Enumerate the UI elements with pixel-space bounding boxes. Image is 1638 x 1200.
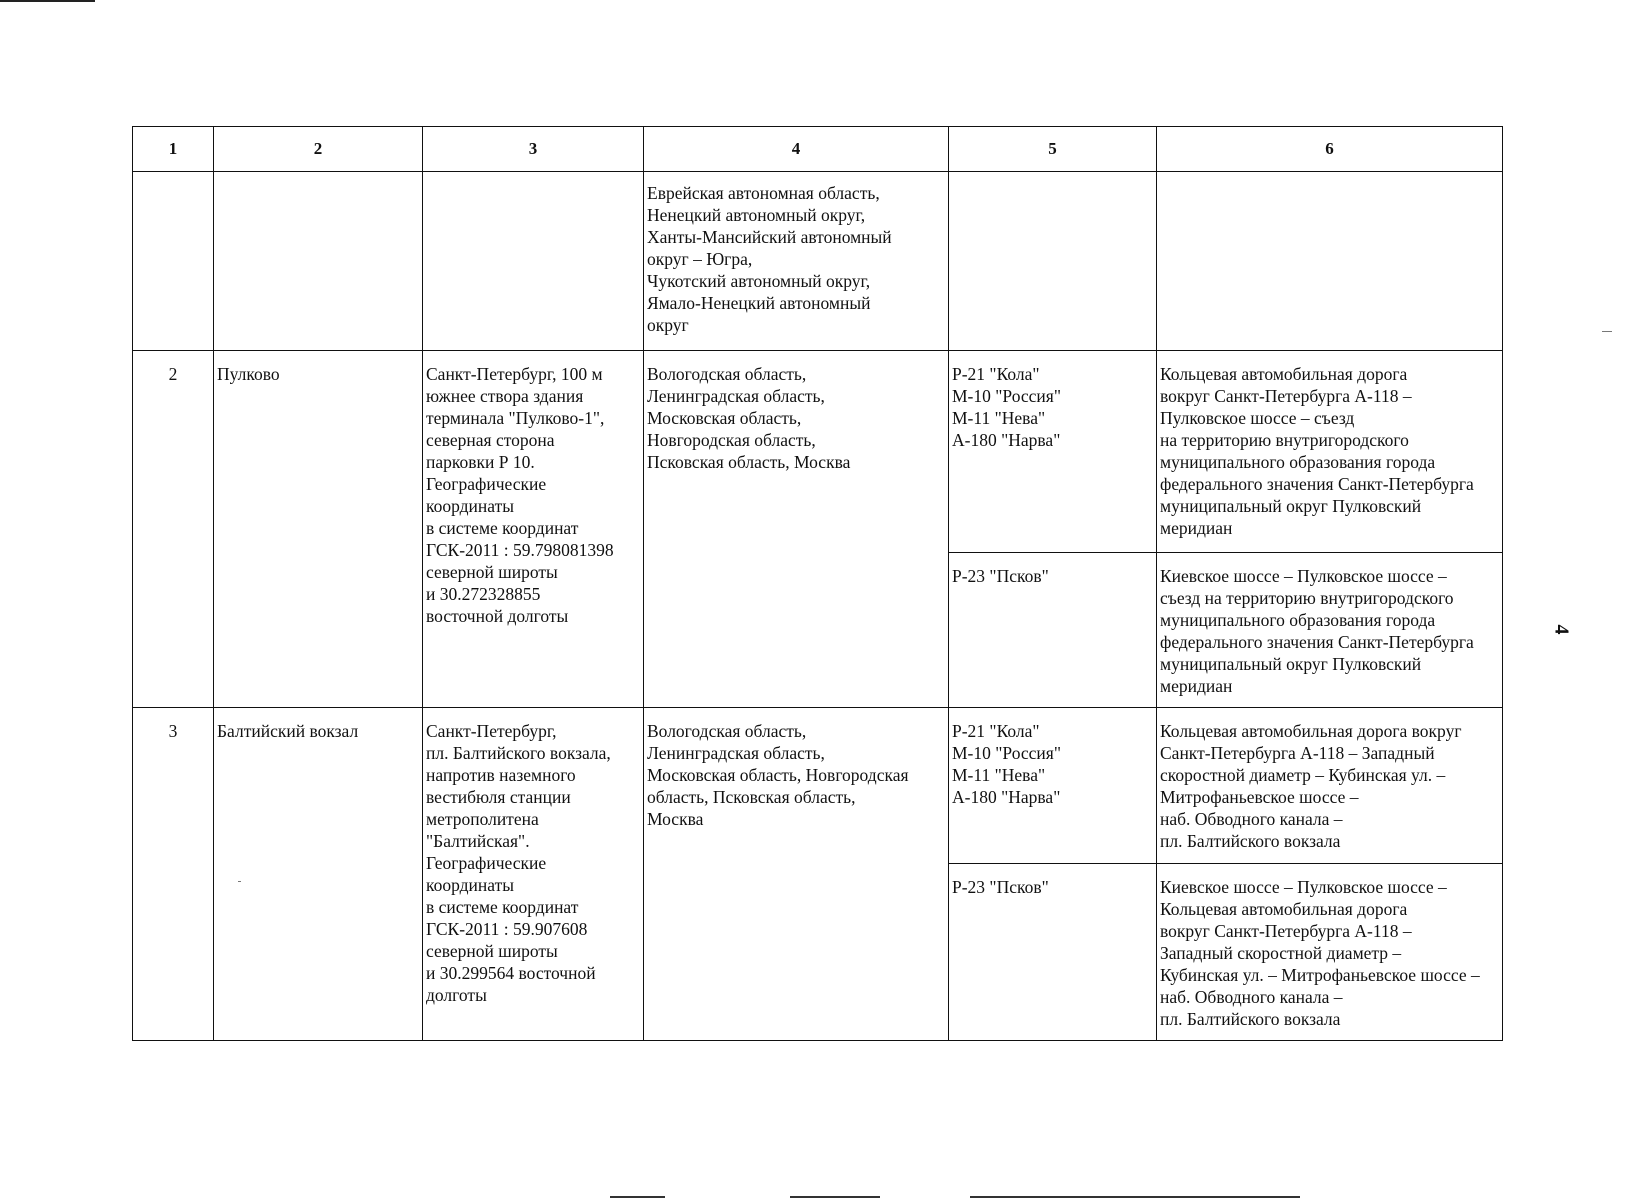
route-line: меридиан <box>1160 676 1233 696</box>
address-line: парковки Р 10. <box>426 452 535 472</box>
roads-cell <box>949 351 1157 553</box>
row-number: 2 <box>133 351 214 708</box>
regions-cell <box>644 351 949 708</box>
address-line: Географические <box>426 474 547 494</box>
column-header: 2 <box>214 127 423 172</box>
column-header: 5 <box>949 127 1157 172</box>
address-line: Географические <box>426 853 547 873</box>
road-line: М-10 "Россия" <box>952 386 1061 406</box>
top-rule <box>0 0 95 2</box>
table-row <box>133 351 1503 553</box>
route-line: на территорию внутригородского <box>1160 430 1409 450</box>
scan-artifacts <box>0 1196 1638 1200</box>
roads-cell <box>949 864 1157 1041</box>
address-line: напротив наземного <box>426 765 576 785</box>
route-line: Кольцевая автомобильная дорога <box>1160 364 1408 384</box>
region-line: Ханты-Мансийский автономный <box>647 227 892 247</box>
address-line: долготы <box>426 985 487 1005</box>
route-line: наб. Обводного канала – <box>1160 987 1343 1007</box>
region-line: Новгородская область, <box>647 430 816 450</box>
empty-cell <box>423 172 644 351</box>
route-cell <box>1157 351 1503 553</box>
route-cell <box>1157 708 1503 864</box>
road-line: Р-21 "Кола" <box>952 364 1040 384</box>
column-header: 3 <box>423 127 644 172</box>
scan-mark <box>790 1196 880 1198</box>
region-line: Еврейская автономная область, <box>647 183 880 203</box>
region-line: Московская область, Новгородская <box>647 765 909 785</box>
route-line: Кубинская ул. – Митрофаньевское шоссе – <box>1160 965 1480 985</box>
region-line: Псковская область, Москва <box>647 452 851 472</box>
address-line: южнее створа здания <box>426 386 584 406</box>
data-table <box>132 126 1503 1041</box>
region-line: Ямало-Ненецкий автономный <box>647 293 871 313</box>
road-line: Р-23 "Псков" <box>952 566 1049 586</box>
address-line: вестибюля станции <box>426 787 571 807</box>
road-line: Р-23 "Псков" <box>952 877 1049 897</box>
address-cell <box>423 351 644 708</box>
route-line: Пулковское шоссе – съезд <box>1160 408 1355 428</box>
address-line: северная сторона <box>426 430 555 450</box>
continuation-row <box>133 172 1503 351</box>
route-line: пл. Балтийского вокзала <box>1160 1009 1341 1029</box>
region-line: округ – Югра, <box>647 249 753 269</box>
road-line: М-10 "Россия" <box>952 743 1061 763</box>
address-cell <box>423 708 644 1041</box>
road-line: А-180 "Нарва" <box>952 430 1061 450</box>
route-cell <box>1157 864 1503 1041</box>
route-line: Кольцевая автомобильная дорога <box>1160 899 1408 919</box>
empty-cell <box>1157 172 1503 351</box>
road-line: Р-21 "Кола" <box>952 721 1040 741</box>
region-line: Чукотский автономный округ, <box>647 271 871 291</box>
route-line: федерального значения Санкт-Петербурга <box>1160 632 1474 652</box>
empty-cell <box>949 172 1157 351</box>
address-line: в системе координат <box>426 518 579 538</box>
address-line: пл. Балтийского вокзала, <box>426 743 611 763</box>
region-line: Ненецкий автономный округ, <box>647 205 866 225</box>
address-line: и 30.299564 восточной <box>426 963 596 983</box>
column-header: 4 <box>644 127 949 172</box>
regions-cell <box>644 708 949 1041</box>
header-row <box>133 127 1503 172</box>
address-line: терминала "Пулково-1", <box>426 408 605 428</box>
route-line: скоростной диаметр – Кубинская ул. – <box>1160 765 1446 785</box>
row-number: 3 <box>133 708 214 1041</box>
route-line: Митрофаньевское шоссе – <box>1160 787 1359 807</box>
address-line: северной широты <box>426 941 558 961</box>
region-line: Московская область, <box>647 408 802 428</box>
region-line: Москва <box>647 809 704 829</box>
address-line: в системе координат <box>426 897 579 917</box>
route-line: муниципальный округ Пулковский <box>1160 496 1422 516</box>
roads-cell <box>949 708 1157 864</box>
route-line: муниципальный округ Пулковский <box>1160 654 1422 674</box>
route-line: муниципального образования города <box>1160 610 1436 630</box>
route-line: вокруг Санкт-Петербурга А-118 – <box>1160 921 1412 941</box>
region-line: Вологодская область, <box>647 364 807 384</box>
stray-mark <box>1602 331 1612 332</box>
region-line: Вологодская область, <box>647 721 807 741</box>
roads-cell <box>949 553 1157 708</box>
address-line: и 30.272328855 <box>426 584 541 604</box>
station-name: Балтийский вокзал <box>214 708 423 1041</box>
route-line: федерального значения Санкт-Петербурга <box>1160 474 1474 494</box>
scan-mark <box>610 1196 665 1198</box>
route-line: Киевское шоссе – Пулковское шоссе – <box>1160 877 1447 897</box>
scan-mark <box>970 1196 1300 1198</box>
address-line: "Балтийская". <box>426 831 530 851</box>
column-header: 6 <box>1157 127 1503 172</box>
region-line: Ленинградская область, <box>647 386 825 406</box>
table-row <box>133 708 1503 864</box>
region-line: округ <box>647 315 689 335</box>
road-line: А-180 "Нарва" <box>952 787 1061 807</box>
road-line: М-11 "Нева" <box>952 765 1046 785</box>
route-cell <box>1157 553 1503 708</box>
route-line: Санкт-Петербурга А-118 – Западный <box>1160 743 1435 763</box>
route-line: меридиан <box>1160 518 1233 538</box>
route-line: Киевское шоссе – Пулковское шоссе – <box>1160 566 1447 586</box>
route-line: Кольцевая автомобильная дорога вокруг <box>1160 721 1462 741</box>
address-line: ГСК-2011 : 59.798081398 <box>426 540 614 560</box>
route-line: муниципального образования города <box>1160 452 1436 472</box>
address-line: метрополитена <box>426 809 539 829</box>
station-name: Пулково <box>214 351 423 708</box>
route-line: пл. Балтийского вокзала <box>1160 831 1341 851</box>
empty-cell <box>133 172 214 351</box>
address-line: Санкт-Петербург, 100 м <box>426 364 603 384</box>
road-line: М-11 "Нева" <box>952 408 1046 428</box>
address-line: координаты <box>426 496 514 516</box>
regions-cell <box>644 172 949 351</box>
address-line: северной широты <box>426 562 558 582</box>
route-line: наб. Обводного канала – <box>1160 809 1343 829</box>
route-line: съезд на территорию внутригородского <box>1160 588 1454 608</box>
route-line: вокруг Санкт-Петербурга А-118 – <box>1160 386 1412 406</box>
address-line: ГСК-2011 : 59.907608 <box>426 919 588 939</box>
column-header: 1 <box>133 127 214 172</box>
address-line: Санкт-Петербург, <box>426 721 557 741</box>
page-number: 4 <box>1550 624 1573 635</box>
route-line: Западный скоростной диаметр – <box>1160 943 1402 963</box>
region-line: Ленинградская область, <box>647 743 825 763</box>
region-line: область, Псковская область, <box>647 787 856 807</box>
address-line: восточной долготы <box>426 606 569 626</box>
empty-cell <box>214 172 423 351</box>
address-line: координаты <box>426 875 514 895</box>
